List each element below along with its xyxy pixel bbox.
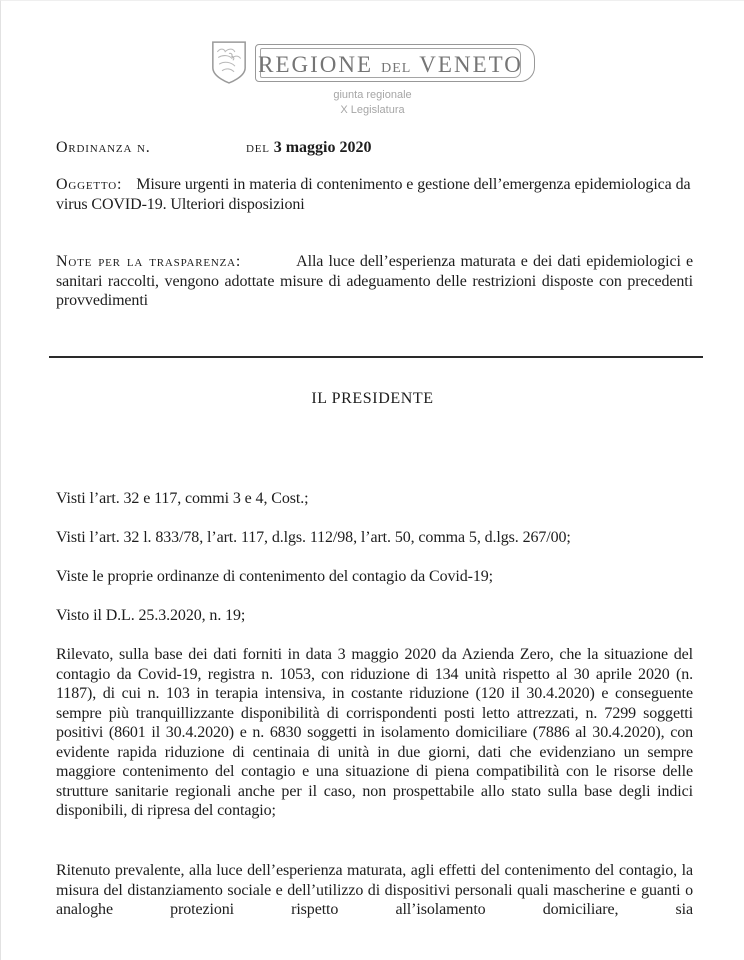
transparency-text: Alla luce dell’esperienza maturata e dei dati epidemiologici e sanitari raccolti, vengono adottate misure di adeguamento delle restrizioni disposte con precedenti provvedimenti xyxy=(56,253,693,309)
region-name-del: DEL xyxy=(381,61,412,76)
subject-label: Oggetto: xyxy=(56,176,123,193)
giunta-regionale-label: giunta regionale xyxy=(333,89,412,101)
recital-rilevato: Rilevato, sulla base dei dati forniti in data 3 maggio 2020 da Azienda Zero, che la situazione del contagio da Covid-19, registra n. 1053, con riduzione di 134 unità rispetto al 30 aprile 2020 (n. 1187), di cui n. 103 in terapia intensiva, in costante riduzione (120 il 30.4.2020) e conseguente sempre più tranquillizzante disponibilità di corrispondenti posti letto attrezzati, n. 7299 soggetti positivi (8601 il 30.4.2020) e n. 6830 soggetti in isolamento domiciliare (7886 al 30.4.2020), con evidente rapida riduzione di centinaia di unità in due giorni, dati che evidenziano un sempre maggiore contenimento del contagio e una situazione di piena compatibilità con le risorse delle strutture sanitarie regionali anche per il caso, non prospettabile allo stato sulla base degli indici disponibili, di ripresa del contagio; xyxy=(56,646,693,819)
ordinance-number-label: Ordinanza n. xyxy=(56,139,151,156)
region-name-regione: REGIONE xyxy=(258,52,374,77)
ordinance-del-label: del xyxy=(246,139,270,156)
recital-visto-4: Visto il D.L. 25.3.2020, n. 19; xyxy=(56,607,246,624)
region-logo xyxy=(1,40,744,86)
ordinance-number-line xyxy=(56,138,693,158)
subject-paragraph xyxy=(56,175,693,214)
document-title: IL PRESIDENTE xyxy=(311,390,434,407)
recital-ritenuto: Ritenuto prevalente, alla luce dell’esperienza maturata, agli effetti del contenimento del contagio, la misura del distanziamento sociale e dell’utilizzo di dispositivi personali quali mascherine e guanti o analoghe protezioni rispetto all’isolamento domiciliare, sia xyxy=(56,862,693,918)
region-banner-text xyxy=(260,48,521,78)
region-name-veneto: VENETO xyxy=(419,52,523,77)
ordinance-date: 3 maggio 2020 xyxy=(273,139,372,156)
separator-rule xyxy=(49,356,703,358)
recital-visti-1: Visti l’art. 32 e 117, commi 3 e 4, Cost.; xyxy=(56,490,309,507)
legislatura-label: X Legislatura xyxy=(340,104,405,116)
transparency-note-paragraph xyxy=(56,252,693,311)
veneto-coat-of-arms-icon xyxy=(210,40,248,86)
recital-visti-2: Visti l’art. 32 l. 833/78, l’art. 117, d.lgs. 112/98, l’art. 50, comma 5, d.lgs. 267/00; xyxy=(56,529,571,546)
ordinance-date-group xyxy=(246,138,371,158)
subject-text: Misure urgenti in materia di contenimento e gestione dell’emergenza epidemiologica da virus COVID-19. Ulteriori disposizioni xyxy=(56,176,691,213)
transparency-label: Note per la trasparenza: xyxy=(56,253,242,270)
region-banner xyxy=(255,44,535,82)
recital-viste-3: Viste le proprie ordinanze di contenimento del contagio da Covid-19; xyxy=(56,568,494,585)
